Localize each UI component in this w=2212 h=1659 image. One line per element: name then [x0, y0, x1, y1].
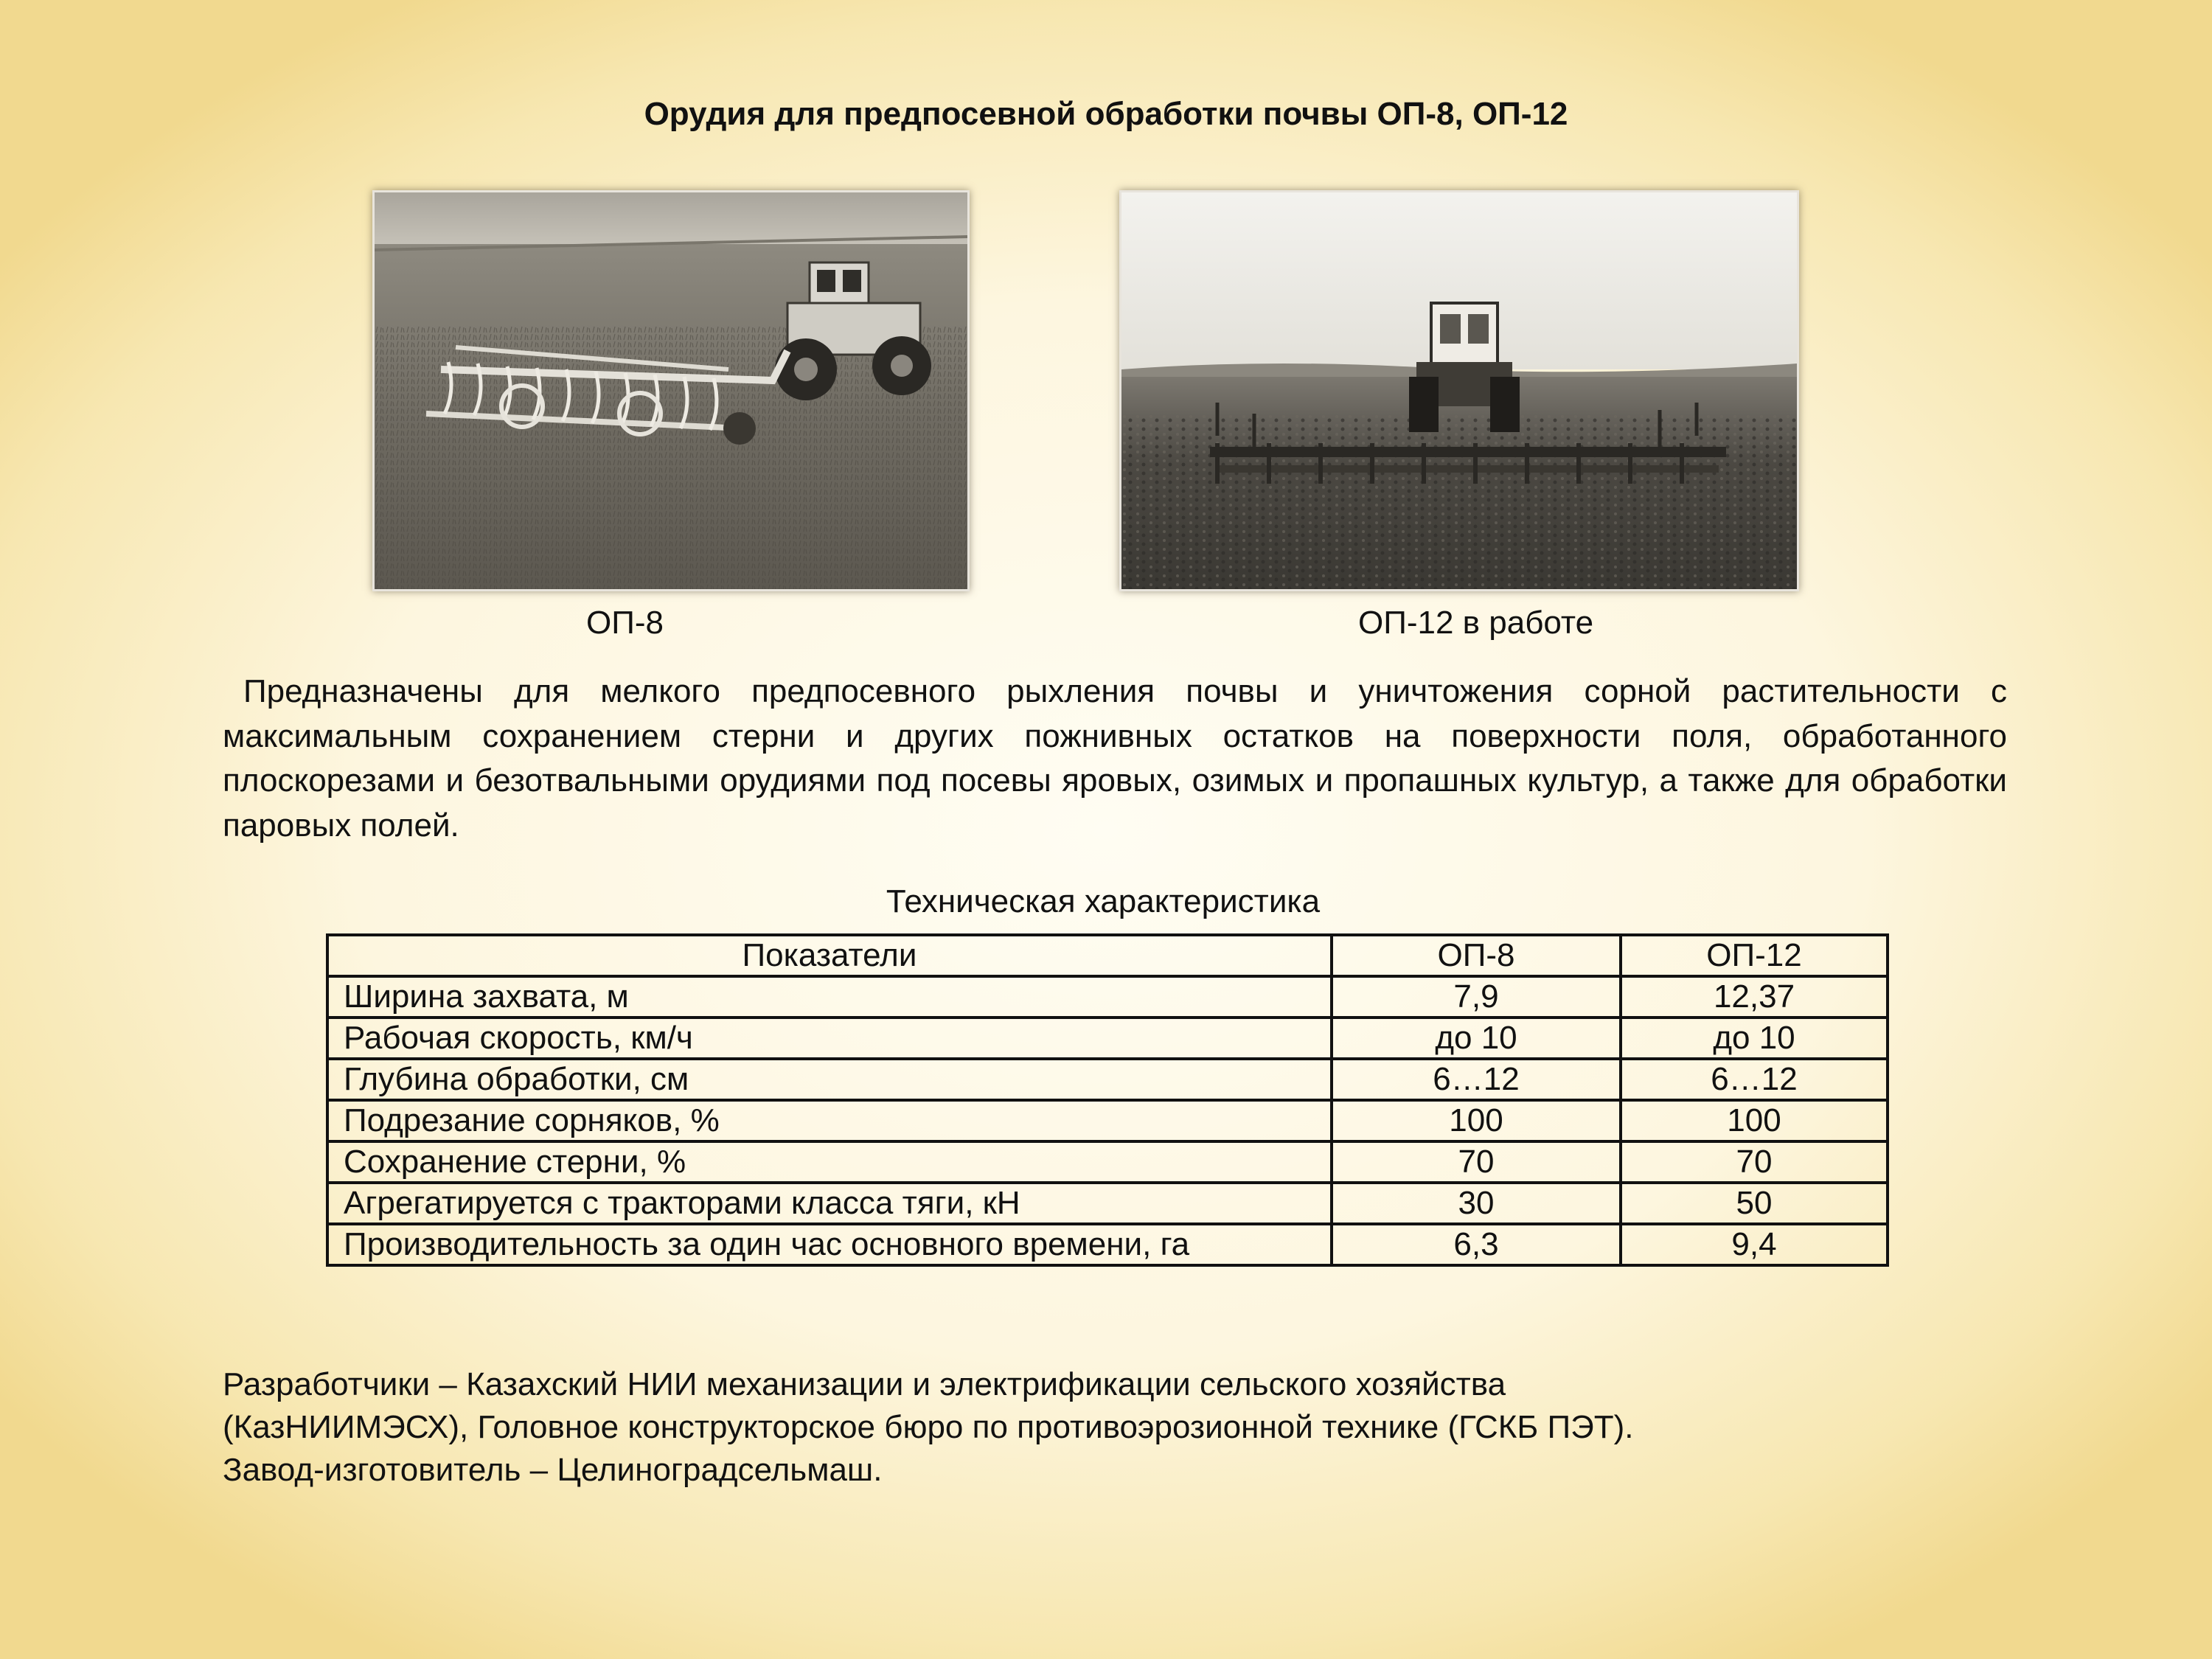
table-cell-op8: 70 — [1332, 1141, 1621, 1183]
table-cell-indicator: Подрезание сорняков, % — [327, 1100, 1332, 1141]
table-row — [327, 1183, 1888, 1224]
table-cell-op8: 7,9 — [1332, 976, 1621, 1018]
table-row — [327, 1141, 1888, 1183]
specs-table — [326, 933, 1889, 1267]
footer-organizations-line: (КазНИИМЭСХ), Головное конструкторское бюро по противоэрозионной технике (ГСКБ ПЭТ). — [223, 1409, 1634, 1445]
table-row — [327, 1059, 1888, 1100]
table-row — [327, 1018, 1888, 1059]
tractor-working-field-photo — [1121, 192, 1797, 589]
table-cell-op8: 6,3 — [1332, 1224, 1621, 1265]
table-row — [327, 1100, 1888, 1141]
table-cell-op8: до 10 — [1332, 1018, 1621, 1059]
table-cell-op8: 30 — [1332, 1183, 1621, 1224]
table-header-op8: ОП-8 — [1332, 935, 1621, 976]
table-row — [327, 976, 1888, 1018]
table-caption: Техническая характеристика — [886, 883, 1321, 919]
table-cell-indicator: Рабочая скорость, км/ч — [327, 1018, 1332, 1059]
table-row — [327, 1224, 1888, 1265]
photo-op8 — [372, 190, 970, 591]
table-cell-indicator: Глубина обработки, см — [327, 1059, 1332, 1100]
table-cell-op12: 50 — [1621, 1183, 1888, 1224]
description-paragraph: Предназначены для мелкого предпосевного рыхления почвы и уничтожения сорной растительности с максимальным сохранением стерни и других пожнивных остатков на поверхности поля, обработанного плоскорезами и безотвальными орудиями под посевы яровых, озимых и пропашных культур, а также для обработки паровых полей. — [223, 673, 2007, 844]
table-cell-indicator: Ширина захвата, м — [327, 976, 1332, 1018]
table-cell-op8: 100 — [1332, 1100, 1621, 1141]
table-cell-op12: 6…12 — [1621, 1059, 1888, 1100]
table-cell-indicator: Сохранение стерни, % — [327, 1141, 1332, 1183]
table-cell-op12: 9,4 — [1621, 1224, 1888, 1265]
table-cell-indicator: Агрегатируется с тракторами класса тяги, кН — [327, 1183, 1332, 1224]
table-header-row — [327, 935, 1888, 976]
footer-developers-line: Разработчики – Казахский НИИ механизации и электрификации сельского хозяйства — [223, 1366, 1506, 1402]
table-cell-op8: 6…12 — [1332, 1059, 1621, 1100]
page-title: Орудия для предпосевной обработки почвы ОП-8, ОП-12 — [644, 96, 1568, 132]
footer-manufacturer-line: Завод-изготовитель – Целиноградсельмаш. — [223, 1452, 883, 1488]
table-header-op12: ОП-12 — [1621, 935, 1888, 976]
table-cell-op12: 12,37 — [1621, 976, 1888, 1018]
photo-caption-op12: ОП-12 в работе — [1358, 605, 1594, 641]
table-header-indicator: Показатели — [327, 935, 1332, 976]
table-cell-op12: до 10 — [1621, 1018, 1888, 1059]
table-cell-op12: 70 — [1621, 1141, 1888, 1183]
tractor-with-cultivator-photo — [375, 192, 967, 589]
photo-op12 — [1119, 190, 1799, 591]
footer-notes — [223, 1363, 2007, 1492]
photo-caption-op8: ОП-8 — [586, 605, 664, 641]
table-cell-indicator: Производительность за один час основного времени, га — [327, 1224, 1332, 1265]
table-cell-op12: 100 — [1621, 1100, 1888, 1141]
